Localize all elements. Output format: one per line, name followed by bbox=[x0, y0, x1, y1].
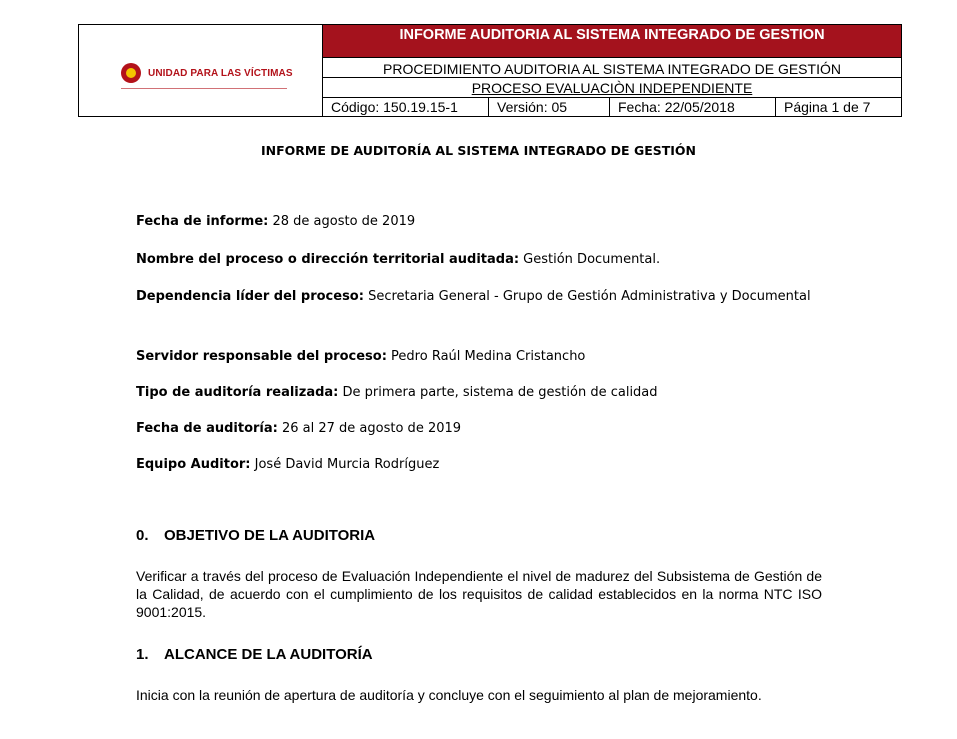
header-process bbox=[323, 78, 901, 97]
section-heading-scope bbox=[136, 646, 373, 663]
field-label: Tipo de auditoría realizada: bbox=[136, 385, 339, 400]
section-heading-objective bbox=[136, 527, 375, 544]
header-version: Versión: 05 bbox=[489, 98, 610, 116]
field-report-date bbox=[136, 211, 826, 233]
field-audit-date bbox=[136, 418, 826, 440]
section-text-objective: Verificar a través del proceso de Evaluación Independiente el nivel de madurez del Subsistema de Gestión de la Calidad, de acuerdo con el cumplimiento de los requisitos de calidad establecidos en la norma NTC ISO 9001:2015. bbox=[136, 568, 822, 620]
document-header bbox=[78, 24, 902, 117]
logo bbox=[121, 63, 293, 83]
header-procedure: PROCEDIMIENTO AUDITORIA AL SISTEMA INTEGRADO DE GESTIÓN bbox=[323, 58, 901, 78]
field-label: Nombre del proceso o dirección territorial auditada: bbox=[136, 252, 520, 267]
logo-text: UNIDAD PARA LAS VÍCTIMAS bbox=[148, 67, 293, 79]
section-title: OBJETIVO DE LA AUDITORIA bbox=[164, 527, 376, 544]
field-value: Secretaria General - Grupo de Gestión Administrativa y Documental bbox=[363, 289, 811, 304]
logo-underline bbox=[121, 88, 287, 89]
field-responsible-officer bbox=[136, 346, 826, 368]
field-label: Dependencia líder del proceso: bbox=[136, 289, 364, 304]
field-label: Servidor responsable del proceso: bbox=[136, 349, 387, 364]
field-value: De primera parte, sistema de gestión de calidad bbox=[338, 385, 658, 400]
field-value: Gestión Documental. bbox=[519, 252, 661, 267]
field-audit-type bbox=[136, 382, 826, 404]
field-value: Pedro Raúl Medina Cristancho bbox=[386, 349, 586, 364]
field-label: Fecha de informe: bbox=[136, 214, 269, 229]
section-text-scope: Inicia con la reunión de apertura de auditoría y concluye con el seguimiento al plan de mejoramiento. bbox=[136, 687, 762, 703]
header-date: Fecha: 22/05/2018 bbox=[610, 98, 776, 116]
field-label: Equipo Auditor: bbox=[136, 457, 251, 472]
header-page: Página 1 de 7 bbox=[784, 99, 871, 115]
field-value: José David Murcia Rodríguez bbox=[250, 457, 440, 472]
logo-cell bbox=[79, 25, 323, 116]
header-process-text: PROCESO EVALUACIÒN INDEPENDIENTE bbox=[471, 80, 753, 96]
field-value: 28 de agosto de 2019 bbox=[268, 214, 416, 229]
section-number: 1. bbox=[136, 646, 149, 663]
section-title: ALCANCE DE LA AUDITORÍA bbox=[164, 646, 373, 663]
field-lead-dependency bbox=[136, 286, 822, 308]
header-title: INFORME AUDITORIA AL SISTEMA INTEGRADO DE GESTION bbox=[323, 25, 901, 58]
coat-of-arms-icon bbox=[121, 63, 141, 83]
field-audit-team bbox=[136, 454, 826, 476]
document-title: INFORME DE AUDITORÍA AL SISTEMA INTEGRADO DE GESTIÓN bbox=[260, 143, 697, 158]
field-label: Fecha de auditoría: bbox=[136, 421, 278, 436]
field-process-name bbox=[136, 249, 826, 271]
field-value: 26 al 27 de agosto de 2019 bbox=[277, 421, 462, 436]
section-number: 0. bbox=[136, 527, 149, 544]
header-code: Código: 150.19.15-1 bbox=[323, 98, 489, 116]
header-meta-row bbox=[323, 97, 901, 116]
